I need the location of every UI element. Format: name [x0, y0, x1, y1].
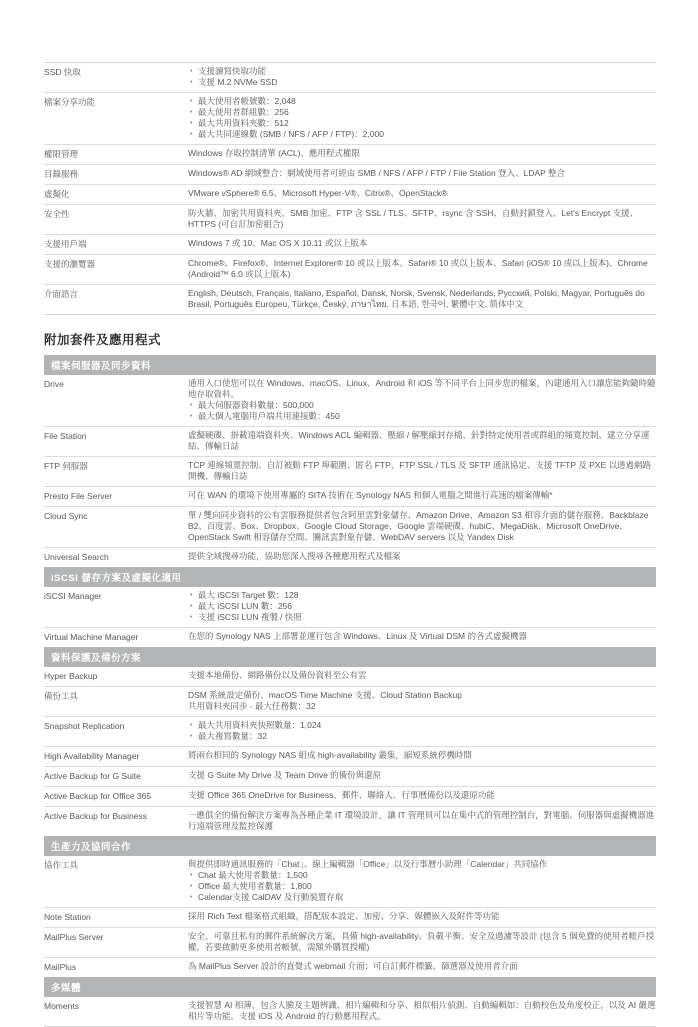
- section-rows: [44, 997, 656, 1026]
- row-lead-text: 通用入口使您可以在 Windows、macOS、Linux、Android 和 iOS 等不同平台上同步您的檔案，內建通用入口讓您能夠隨時隨地存取資料。: [188, 378, 656, 399]
- row-value: [188, 770, 656, 781]
- spec-row: [44, 927, 656, 957]
- addons-heading: 附加套件及應用程式: [44, 333, 162, 347]
- spec-table: [44, 62, 656, 315]
- row-label: File Station: [44, 431, 87, 441]
- row-label: SSD 快取: [44, 67, 81, 77]
- spec-row: [44, 204, 656, 234]
- row-label: Active Backup for Business: [44, 811, 147, 821]
- row-label: Virtual Machine Manager: [44, 632, 139, 642]
- row-value: [188, 670, 656, 681]
- row-label: FTP 伺服器: [44, 461, 88, 471]
- row-label: 目錄服務: [44, 169, 79, 179]
- row-label: 支援的瀏覽器: [44, 259, 96, 269]
- row-label: 虛擬化: [44, 189, 70, 199]
- row-value: [188, 96, 656, 140]
- spec-row: [44, 686, 656, 716]
- row-text: English, Deutsch, Français, Italiano, Español, Dansk, Norsk, Svensk, Nederlands, Русский, Polski, Magyar, Português do Brasil, Português Europeu, Türkçe, Český, ภาษาไทย, 日本語, 한국어, 繁體中文, 简体中文: [188, 288, 645, 309]
- row-value: [188, 911, 656, 922]
- bullet-item: • 支援 iSCSI LUN 複製 / 快照: [188, 612, 656, 623]
- row-label: Hyper Backup: [44, 671, 98, 681]
- row-value: [188, 378, 656, 422]
- row-value: [188, 590, 656, 623]
- bullet-item: • 最大共用資料夾快照數量：1,024: [188, 720, 656, 731]
- row-value: [188, 859, 656, 903]
- row-line-text: DSM 系統設定備份、macOS Time Machine 支援、Cloud Station Backup: [188, 690, 462, 700]
- row-text: 單 / 雙向同步資料的公有雲服務提供者包含阿里雲對象儲存、Amazon Drive、Amazon S3 相容介面的儲存服務、Backblaze B2、百度雲、Box、Dropbox、Google Cloud Storage、Google 雲端硬碟、hubiC、MegaDisk、Microsoft OneDrive、OpenStack Swift 相容儲存空間、騰訊雲對象存儲、WebDAV servers 以及 Yandex Disk: [188, 510, 649, 542]
- spec-row: [44, 375, 656, 426]
- addon-section: [44, 567, 656, 647]
- section-bar: 生產力及協同合作: [44, 836, 656, 856]
- row-text: 採用 Rich Text 檔案格式組織，搭配版本設定、加密、分享、媒體嵌入及附件等功能: [188, 911, 500, 921]
- bullet-item: • 最大共同連線數 (SMB / NFS / AFP / FTP)：2,000: [188, 129, 656, 140]
- bullet-list: [188, 66, 656, 88]
- row-text: Windows® AD 網域整合：網域使用者可經由 SMB / NFS / AFP / FTP / File Station 登入、LDAP 整合: [188, 168, 566, 178]
- spec-row: [44, 254, 656, 284]
- row-text: Chrome®、Firefox®、Internet Explorer® 10 或以上版本、Safari® 10 或以上版本、Safari (iOS® 10 或以上版本)、Chrome (Android™ 6.0 或以上版本): [188, 258, 648, 279]
- spec-row: [44, 164, 656, 184]
- row-text: 支援 G Suite My Drive 及 Team Drive 的備份與還原: [188, 770, 382, 780]
- bullet-item: • 最大複寫數量：32: [188, 731, 656, 742]
- spec-row: [44, 856, 656, 907]
- bullet-item: • 支援 M.2 NVMe SSD: [188, 77, 656, 88]
- row-value: [188, 1000, 656, 1022]
- spec-row: [44, 184, 656, 204]
- row-label: Moments: [44, 1001, 79, 1011]
- bullet-item: • 最大使用者帳號數：2,048: [188, 96, 656, 107]
- section-bar: 多媒體: [44, 977, 656, 997]
- section-bar: 檔案伺服器及同步資料: [44, 355, 656, 375]
- row-text: 為 MailPlus Server 設計的直覺式 webmail 介面；可自訂郵件標籤、篩選器及使用者介面: [188, 961, 518, 971]
- spec-row: [44, 746, 656, 766]
- spec-row: [44, 456, 656, 486]
- row-value: [188, 168, 656, 179]
- row-label: Universal Search: [44, 552, 109, 562]
- spec-row: [44, 486, 656, 506]
- row-text: 支援智慧 AI 相簿，包含人臉及主題辨識、相片編輯和分享、相似相片偵測、自動編輯如：自動校色及角度校正，以及 AI 嚴選相片等功能。支援 iOS 及 Android 的行動應用程式。: [188, 1000, 656, 1021]
- row-value: [188, 148, 656, 159]
- addons-sections: [44, 355, 656, 1027]
- section-rows: [44, 375, 656, 567]
- row-label: 備份工具: [44, 691, 79, 701]
- spec-row: [44, 92, 656, 144]
- spec-row: [44, 716, 656, 746]
- bullet-item: • 最大使用者群組數：256: [188, 107, 656, 118]
- section-rows: [44, 587, 656, 647]
- row-label: Snapshot Replication: [44, 721, 125, 731]
- bullet-list: [188, 870, 656, 903]
- row-value: [188, 690, 656, 712]
- row-value: [188, 720, 656, 742]
- spec-row: [44, 907, 656, 927]
- bullet-item: • 最大伺服器資料數量：500,000: [188, 400, 656, 411]
- bullet-item: • 最大 iSCSI LUN 數：256: [188, 601, 656, 612]
- row-line-text: 共用資料夾同步 - 最大任務數：32: [188, 701, 316, 711]
- bullet-list: [188, 96, 656, 140]
- row-text: 將兩台相同的 Synology NAS 組成 high-availability 叢集，縮短系統停機時間: [188, 750, 472, 760]
- spec-row: [44, 766, 656, 786]
- spec-row: [44, 786, 656, 806]
- row-label: 權限管理: [44, 149, 79, 159]
- section-bar: 資料保護及備份方案: [44, 647, 656, 667]
- row-text: Windows 7 或 10、Mac OS X 10.11 或以上版本: [188, 238, 368, 248]
- row-label: Presto File Server: [44, 491, 113, 501]
- row-value: [188, 931, 656, 953]
- row-text: 支援 Office 365 OneDrive for Business、郵件、聯絡人、行事曆備份以及還原功能: [188, 790, 495, 800]
- row-label: 安全性: [44, 209, 70, 219]
- section-rows: [44, 667, 656, 836]
- addon-section: [44, 647, 656, 836]
- addon-section: [44, 977, 656, 1027]
- bullet-item: • 支援讀寫快取功能: [188, 66, 656, 77]
- row-text: Windows 存取控制清單 (ACL)、應用程式權限: [188, 148, 360, 158]
- row-value: [188, 551, 656, 562]
- spec-row: [44, 997, 656, 1026]
- row-value: [188, 790, 656, 801]
- row-label: High Availability Manager: [44, 751, 140, 761]
- row-value: [188, 810, 656, 832]
- spec-row: [44, 506, 656, 547]
- bullet-list: [188, 400, 656, 422]
- row-label: 協作工具: [44, 860, 79, 870]
- row-label: Drive: [44, 379, 64, 389]
- spec-row: [44, 667, 656, 686]
- bullet-item: • Office 最大使用者數量：1,800: [188, 881, 656, 892]
- row-value: [188, 631, 656, 642]
- spec-row: [44, 957, 656, 977]
- row-value: [188, 208, 656, 230]
- row-label: MailPlus Server: [44, 932, 104, 942]
- row-value: [188, 961, 656, 972]
- row-text: 安全、可靠且私有的郵件系統解決方案，具備 high-availability、負載平衡、安全及過濾等設計 (包含 5 個免費的使用者帳戶授權，若要啟動更多使用者帳號，需額外購買授權): [188, 931, 655, 952]
- row-label: Note Station: [44, 912, 91, 922]
- section-rows: [44, 856, 656, 977]
- row-lead-text: 與提供即時通訊服務的「Chat」、線上編輯器「Office」以及行事曆小助理「Calendar」共同協作: [188, 859, 548, 869]
- row-label: Cloud Sync: [44, 511, 88, 521]
- row-label: Active Backup for Office 365: [44, 791, 152, 801]
- row-label: 檔案分享功能: [44, 97, 96, 107]
- bullet-item: • 最大個人電腦用戶端共用連接數：450: [188, 411, 656, 422]
- spec-row: [44, 63, 656, 92]
- spec-row: [44, 426, 656, 456]
- spec-row: [44, 144, 656, 164]
- row-value: [188, 238, 656, 249]
- spec-row: [44, 284, 656, 314]
- row-text: TCP 連線頻寬控制、自訂被動 FTP 埠範圍、匿名 FTP、FTP SSL / TLS 及 SFTP 通訊協定、支援 TFTP 及 PXE 以透過網路開機、傳輸日誌: [188, 460, 651, 481]
- row-value: [188, 66, 656, 88]
- row-text: 防火牆、加密共用資料夾、SMB 加密、FTP 含 SSL / TLS、SFTP、rsync 含 SSH、自動封鎖登入、Let's Encrypt 支援、HTTPS (可自訂加密組合): [188, 208, 639, 229]
- row-value: [188, 430, 656, 452]
- row-value: [188, 490, 656, 501]
- row-text: VMware vSphere® 6.5、Microsoft Hyper-V®、Citrix®、OpenStack®: [188, 188, 448, 198]
- row-label: MailPlus: [44, 962, 77, 972]
- row-text: 一應俱全的備份解決方案專為各種企業 IT 環境設計，讓 IT 管理員可以在集中式的管理控制台，對電腦、伺服器與虛擬機器進行遠端管理及監控保護: [188, 810, 655, 831]
- bullet-item: • 最大共用資料夾數：512: [188, 118, 656, 129]
- spec-sheet-content: [44, 62, 656, 1027]
- spec-row: [44, 547, 656, 567]
- spec-row: [44, 234, 656, 254]
- row-text: 可在 WAN 的環境下使用專屬的 SITA 技術在 Synology NAS 和個人電腦之間進行高速的檔案傳輸*: [188, 490, 553, 500]
- row-text: 在您的 Synology NAS 上部署並運行包含 Windows、Linux 及 Virtual DSM 的各式虛擬機器: [188, 631, 527, 641]
- addon-section: [44, 355, 656, 567]
- section-bar: iSCSI 儲存方案及虛擬化適用: [44, 567, 656, 587]
- spec-row: [44, 806, 656, 836]
- bullet-item: • 最大 iSCSI Target 數：128: [188, 590, 656, 601]
- bullet-list: [188, 590, 656, 623]
- row-value: [188, 258, 656, 280]
- row-value: [188, 750, 656, 761]
- row-label: Active Backup for G Suite: [44, 771, 141, 781]
- row-text: 提供全域搜尋功能，協助您深入搜尋各種應用程式及檔案: [188, 551, 401, 561]
- bullet-item: • Chat 最大使用者數量：1,500: [188, 870, 656, 881]
- row-text: 虛擬硬碟、掛載遠端資料夾、Windows ACL 編輯器、壓縮 / 解壓縮封存檔、針對特定使用者或群組的頻寬控制、建立分享連結、傳輸日誌: [188, 430, 650, 451]
- spec-row: [44, 587, 656, 627]
- row-text: 支援本地備份、網路備份以及備份資料至公有雲: [188, 670, 367, 680]
- row-label: iSCSI Manager: [44, 591, 102, 601]
- row-value: [188, 510, 656, 543]
- row-value: [188, 460, 656, 482]
- row-value: [188, 188, 656, 199]
- row-value: [188, 288, 656, 310]
- row-label: 介面語言: [44, 289, 79, 299]
- bullet-list: [188, 720, 656, 742]
- addon-section: [44, 836, 656, 977]
- spec-row: [44, 627, 656, 647]
- row-label: 支援用戶端: [44, 239, 87, 249]
- bullet-item: • Calendar支援 CalDAV 及行動裝置存取: [188, 892, 656, 903]
